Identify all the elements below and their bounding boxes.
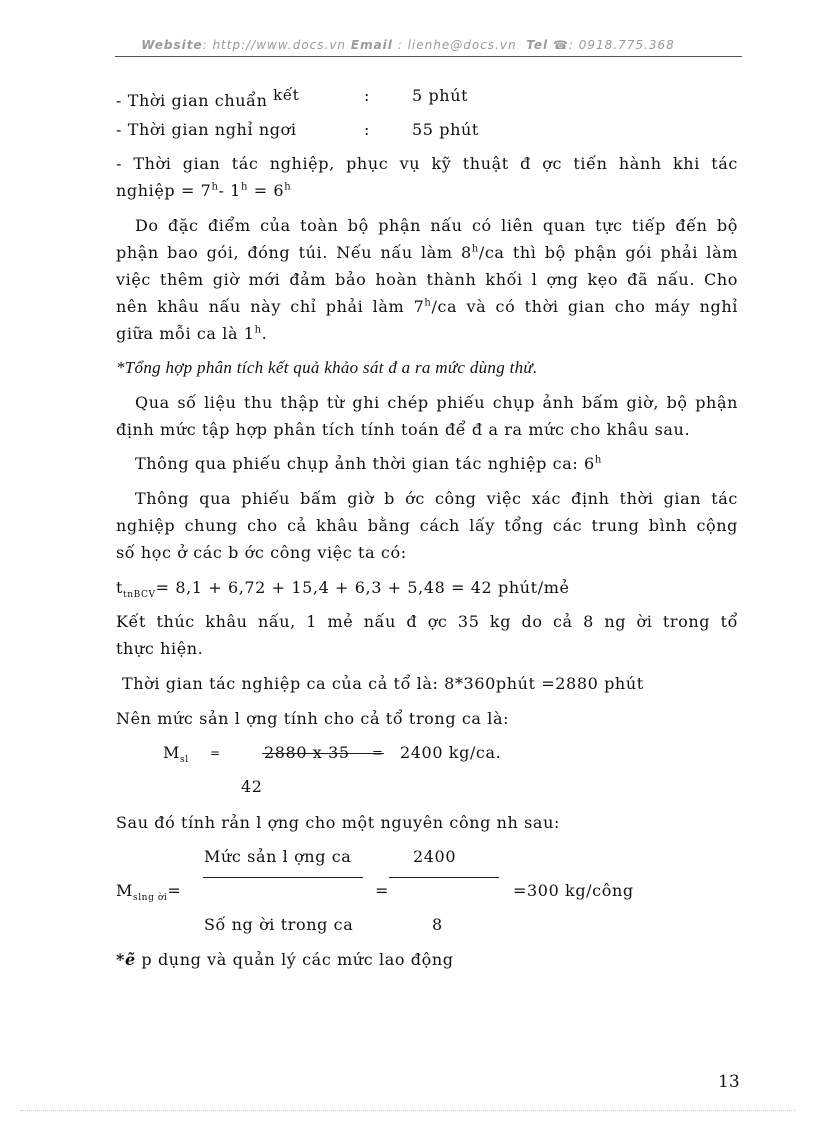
sup: h [240, 181, 249, 193]
formula2-denominator: 42 [241, 777, 263, 796]
standard-time-label: - Thời gian chuẩn [116, 91, 268, 110]
section-heading-apply [116, 950, 454, 969]
text: = 6 [248, 181, 285, 200]
formula3-bottom-right: 8 [432, 915, 443, 934]
text: /ca và có thời gian cho máy nghỉ [431, 297, 739, 316]
para6: Thời gian tác nghiệp ca của cả tổ là: 8*360phút =2880 phút [122, 674, 644, 693]
operation-time-line-1: - Thời gian tác nghiệp, phục vụ kỹ thuật đ ợc tiến hành khi tác [116, 154, 738, 173]
para4-line2: nghiệp chung cho cả khâu bằng cách lấy tổng các trung bình cộng [116, 516, 738, 535]
formula-total-time [116, 578, 570, 600]
standard-time-sup: kết [273, 86, 300, 104]
para1-line3: việc thêm giờ mới đảm bảo hoàn thành khối l ợng kẹo đã nấu. Cho [116, 270, 738, 289]
formula3-top-left: Mức sản l ợng ca [204, 847, 352, 866]
text: giữa mỗi ca là 1 [116, 324, 255, 343]
formula3-bottom-left: Số ng ời trong ca [204, 915, 354, 934]
text: = 8,1 + 6,72 + 15,4 + 6,3 + 5,48 = 42 phút/mẻ [155, 578, 570, 597]
formula3-result: =300 kg/công [513, 881, 634, 900]
formula3-eq2: = [375, 881, 390, 900]
formula3-line-right [389, 877, 499, 878]
text: M [163, 743, 180, 762]
para5-line1: Kết thúc khâu nấu, 1 mẻ nấu đ ợc 35 kg do cả 8 ng ời trong tổ [116, 612, 738, 631]
standard-time-value: 5 phút [412, 86, 469, 105]
para1-line1: Do đặc điểm của toàn bộ phận nấu có liên quan tực tiếp đến bộ [135, 216, 738, 235]
text: nghiệp = 7 [116, 181, 212, 200]
b: * [116, 950, 125, 969]
rest-time-colon: : [364, 120, 370, 139]
para1-line5 [116, 324, 267, 343]
text: . [261, 324, 268, 343]
para5-line2: thực hiện. [116, 639, 204, 658]
text: t [116, 578, 124, 597]
formula2-eq: = [210, 746, 221, 760]
para4-line3: số học ở các b ớc công việc ta có: [116, 543, 407, 562]
footer-divider [20, 1110, 796, 1111]
text: M [116, 881, 133, 900]
text: Thông qua phiếu chụp ảnh thời gian tác nghiệp ca: 6 [135, 454, 595, 473]
email-value[interactable]: : lienhe@docs.vn [397, 38, 517, 52]
para4-line1: Thông qua phiếu bấm giờ b ớc công việc xác định thời gian tác [135, 489, 738, 508]
para1-line2 [116, 243, 738, 262]
para8: Sau đó tính rản l ợng cho một nguyên công nh sau: [116, 813, 560, 832]
para1-line4 [116, 297, 738, 316]
tel-value: : 0918.775.368 [568, 38, 675, 52]
para2-line2: định mức tập hợp phân tích tính toán để đ a ra mức cho khâu sau. [116, 420, 691, 439]
sup: h [424, 297, 432, 309]
text: phận bao gói, đóng túi. Nếu nấu làm 8 [116, 243, 472, 262]
formula2-result: 2400 kg/ca. [400, 743, 502, 762]
sub: slng ời [132, 893, 168, 904]
text: /ca thì bộ phận gói phải làm [478, 243, 738, 262]
website-label: Website [141, 38, 203, 52]
line-standard-time [116, 86, 299, 110]
formula2-numerator: 2880 x 35 [264, 743, 350, 762]
header-divider [115, 56, 742, 57]
sup: h [471, 243, 479, 255]
text: = [167, 881, 182, 900]
operation-time-line-2 [116, 181, 291, 200]
tel-label: Tel [526, 38, 549, 52]
formula3-m [116, 881, 181, 903]
sup: h [284, 181, 292, 193]
text: p dụng và quản lý các mức lao động [135, 950, 454, 969]
para2-line1: Qua số liệu thu thập từ ghi chép phiếu chụp ảnh bấm giờ, bộ phận [135, 393, 738, 412]
formula3-top-right: 2400 [413, 847, 457, 866]
rest-time-value: 55 phút [412, 120, 479, 139]
formula2-eq2: = [372, 746, 384, 761]
formula3-line-left [203, 877, 363, 878]
text: - 1 [218, 181, 241, 200]
para7: Nên mức sản l ợng tính cho cả tổ trong ca là: [116, 709, 510, 728]
sup: h [254, 324, 262, 336]
rest-time-label: - Thời gian nghỉ ngơi [116, 120, 297, 139]
website-url[interactable]: : http://www.docs.vn [202, 38, 347, 52]
sub: tnBCV [123, 590, 156, 601]
standard-time-colon: : [364, 86, 370, 105]
section-heading-summary: *Tổng hợp phân tích kết quả khảo sát đ a ra mức dùng thử. [116, 358, 538, 377]
sup: h [594, 454, 602, 466]
para3 [135, 454, 602, 473]
email-label: Email [350, 38, 393, 52]
sub: sl [179, 755, 189, 766]
page-number: 13 [718, 1072, 740, 1092]
phone-icon: ☎ [552, 38, 569, 52]
text: nên khâu nấu này chỉ phải làm 7 [116, 297, 425, 316]
formula2-m [163, 743, 189, 765]
sup: h [211, 181, 219, 193]
b: ẽ [124, 950, 136, 969]
formula2-strike [262, 753, 384, 754]
page-header [0, 38, 816, 52]
